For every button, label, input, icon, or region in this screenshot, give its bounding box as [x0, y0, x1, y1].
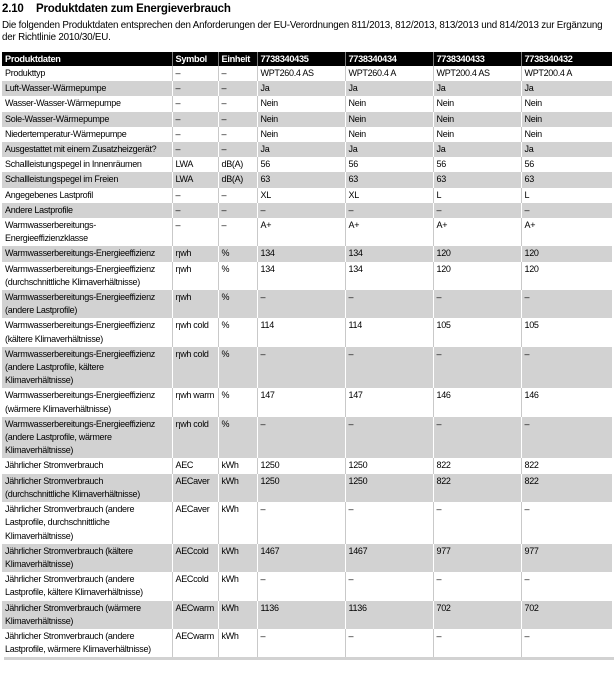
cell-value: 822 — [521, 458, 612, 473]
cell-value: – — [433, 203, 521, 218]
cell-value: 120 — [433, 262, 521, 290]
cell-value: – — [345, 417, 433, 459]
cell-value: WPT200.4 A — [521, 66, 612, 81]
cell-value: WPT260.4 A — [345, 66, 433, 81]
cell-value: – — [257, 347, 345, 389]
cell-value: – — [257, 629, 345, 657]
cell-value: – — [521, 572, 612, 600]
cell-value: – — [345, 290, 433, 318]
cell-value: – — [433, 502, 521, 544]
cell-value: – — [257, 572, 345, 600]
cell-value: Nein — [345, 127, 433, 142]
table-row — [2, 572, 612, 600]
cell-value: – — [433, 290, 521, 318]
cell-value: Nein — [257, 96, 345, 111]
table-row — [2, 172, 612, 187]
cell-symbol: ηwh — [172, 290, 218, 318]
table-row — [2, 203, 612, 218]
column-header-article-4: 7738340432 — [521, 52, 612, 66]
table-row — [2, 474, 612, 502]
cell-value: 56 — [521, 157, 612, 172]
cell-value: 1250 — [257, 474, 345, 502]
table-row — [2, 388, 612, 416]
table-header-row — [2, 52, 612, 66]
cell-value: – — [433, 572, 521, 600]
cell-value: 114 — [345, 318, 433, 346]
cell-label: Niedertemperatur-Wärmepumpe — [2, 127, 172, 142]
cell-value: L — [433, 188, 521, 203]
cell-value: 822 — [433, 458, 521, 473]
table-row — [2, 417, 612, 459]
cell-label: Warmwasserbereitungs-Energieeffizienz (andere Lastprofile, kältere Klimaverhältnisse) — [2, 347, 172, 389]
cell-unit: – — [218, 218, 257, 246]
cell-label: Andere Lastprofile — [2, 203, 172, 218]
cell-value: – — [521, 629, 612, 657]
cell-label: Jährlicher Stromverbrauch (andere Lastprofile, durchschnittliche Klimaverhältnisse) — [2, 502, 172, 544]
cell-value: 146 — [521, 388, 612, 416]
cell-value: – — [345, 572, 433, 600]
cell-symbol: AECaver — [172, 502, 218, 544]
cell-value: – — [345, 347, 433, 389]
cell-value: – — [257, 502, 345, 544]
cell-value: 134 — [345, 246, 433, 261]
cell-value: 134 — [257, 262, 345, 290]
cell-value: Nein — [521, 96, 612, 111]
section-title: Produktdaten zum Energieverbrauch — [36, 3, 231, 15]
cell-value: 120 — [521, 246, 612, 261]
table-row — [2, 347, 612, 389]
cell-label: Warmwasserbereitungs-Energieeffizienz (wärmere Klimaverhältnisse) — [2, 388, 172, 416]
cell-value: Nein — [433, 112, 521, 127]
intro-paragraph — [2, 20, 612, 43]
cell-symbol: AECcold — [172, 572, 218, 600]
cell-unit: % — [218, 347, 257, 389]
table-row — [2, 458, 612, 473]
cell-label: Warmwasserbereitungs-Energieeffizienz (kältere Klimaverhältnisse) — [2, 318, 172, 346]
column-header-produktdaten: Produktdaten — [2, 52, 172, 66]
cell-symbol: – — [172, 66, 218, 81]
cell-label: Jährlicher Stromverbrauch — [2, 458, 172, 473]
cell-value: 702 — [521, 601, 612, 629]
cell-value: 120 — [433, 246, 521, 261]
cell-symbol: ηwh warm — [172, 388, 218, 416]
cell-symbol: LWA — [172, 157, 218, 172]
cell-symbol: ηwh cold — [172, 318, 218, 346]
cell-value: 977 — [521, 544, 612, 572]
cell-value: A+ — [345, 218, 433, 246]
cell-value: Nein — [433, 127, 521, 142]
product-table-body — [2, 66, 612, 657]
table-row — [2, 601, 612, 629]
cell-value: Nein — [521, 127, 612, 142]
cell-unit: – — [218, 142, 257, 157]
cell-value: 105 — [433, 318, 521, 346]
table-row — [2, 218, 612, 246]
cell-value: 146 — [433, 388, 521, 416]
cell-value: 1250 — [345, 458, 433, 473]
cell-value: 977 — [433, 544, 521, 572]
cell-label: Schallleistungspegel in Innenräumen — [2, 157, 172, 172]
cell-value: Ja — [521, 81, 612, 96]
cell-label: Warmwasserbereitungs-Energieeffizienz (durchschnittliche Klimaverhältnisse) — [2, 262, 172, 290]
table-row — [2, 502, 612, 544]
cell-value: – — [257, 417, 345, 459]
cell-unit: kWh — [218, 458, 257, 473]
cell-symbol: AECwarm — [172, 601, 218, 629]
cell-label: Schallleistungspegel im Freien — [2, 172, 172, 187]
cell-value: Ja — [257, 81, 345, 96]
cell-symbol: AEC — [172, 458, 218, 473]
cell-unit: % — [218, 388, 257, 416]
cell-unit: % — [218, 262, 257, 290]
cell-value: Nein — [521, 112, 612, 127]
cell-value: A+ — [521, 218, 612, 246]
cell-label: Jährlicher Stromverbrauch (andere Lastprofile, wärmere Klimaverhältnisse) — [2, 629, 172, 657]
cell-label: Sole-Wasser-Wärmepumpe — [2, 112, 172, 127]
cell-value: 147 — [257, 388, 345, 416]
cell-symbol: – — [172, 218, 218, 246]
cell-value: L — [521, 188, 612, 203]
cell-symbol: – — [172, 112, 218, 127]
cell-value: 134 — [345, 262, 433, 290]
cell-unit: dB(A) — [218, 172, 257, 187]
cell-symbol: – — [172, 188, 218, 203]
cell-unit: – — [218, 112, 257, 127]
cell-unit: – — [218, 66, 257, 81]
cell-symbol: AECwarm — [172, 629, 218, 657]
cell-symbol: – — [172, 142, 218, 157]
column-header-symbol: Symbol — [172, 52, 218, 66]
section-heading — [2, 3, 612, 16]
cell-value: – — [257, 203, 345, 218]
cell-unit: kWh — [218, 601, 257, 629]
cell-symbol: – — [172, 96, 218, 111]
column-header-article-2: 7738340434 — [345, 52, 433, 66]
cell-unit: – — [218, 96, 257, 111]
cell-unit: % — [218, 417, 257, 459]
column-header-article-3: 7738340433 — [433, 52, 521, 66]
column-header-article-1: 7738340435 — [257, 52, 345, 66]
cell-value: 56 — [257, 157, 345, 172]
cell-label: Jährlicher Stromverbrauch (andere Lastprofile, kältere Klimaverhältnisse) — [2, 572, 172, 600]
cell-symbol: ηwh cold — [172, 347, 218, 389]
cell-label: Angegebenes Lastprofil — [2, 188, 172, 203]
cell-value: A+ — [433, 218, 521, 246]
cell-unit: kWh — [218, 572, 257, 600]
cell-value: 147 — [345, 388, 433, 416]
cell-value: – — [345, 629, 433, 657]
cell-value: XL — [257, 188, 345, 203]
cell-label: Warmwasserbereitungs-Energieeffizienz (andere Lastprofile, wärmere Klimaverhältnisse) — [2, 417, 172, 459]
cell-unit: % — [218, 246, 257, 261]
cell-label: Jährlicher Stromverbrauch (kältere Klimaverhältnisse) — [2, 544, 172, 572]
cell-unit: – — [218, 203, 257, 218]
cell-value: – — [521, 290, 612, 318]
cell-value: Nein — [345, 96, 433, 111]
table-row — [2, 246, 612, 261]
cell-value: 1136 — [257, 601, 345, 629]
cell-unit: kWh — [218, 629, 257, 657]
table-row — [2, 318, 612, 346]
product-data-table — [2, 52, 612, 657]
section-number: 2.10 — [2, 3, 24, 15]
cell-symbol: – — [172, 81, 218, 96]
cell-unit: % — [218, 290, 257, 318]
cell-value: Ja — [521, 142, 612, 157]
cell-label: Jährlicher Stromverbrauch (wärmere Klimaverhältnisse) — [2, 601, 172, 629]
cell-value: 120 — [521, 262, 612, 290]
cell-value: 1467 — [257, 544, 345, 572]
cell-symbol: AECaver — [172, 474, 218, 502]
cell-value: Ja — [257, 142, 345, 157]
cell-value: WPT260.4 AS — [257, 66, 345, 81]
cell-symbol: – — [172, 127, 218, 142]
cell-unit: kWh — [218, 502, 257, 544]
table-row — [2, 127, 612, 142]
cell-value: A+ — [257, 218, 345, 246]
cell-symbol: – — [172, 203, 218, 218]
cell-symbol: ηwh — [172, 262, 218, 290]
table-row — [2, 188, 612, 203]
cell-label: Wasser-Wasser-Wärmepumpe — [2, 96, 172, 111]
cell-label: Luft-Wasser-Wärmepumpe — [2, 81, 172, 96]
cell-symbol: ηwh — [172, 246, 218, 261]
cell-value: 63 — [521, 172, 612, 187]
cell-value: 63 — [257, 172, 345, 187]
column-header-einheit: Einheit — [218, 52, 257, 66]
cell-value: Nein — [345, 112, 433, 127]
cell-label: Ausgestattet mit einem Zusatzheizgerät? — [2, 142, 172, 157]
cell-value: 1136 — [345, 601, 433, 629]
cell-value: XL — [345, 188, 433, 203]
cell-value: 1250 — [345, 474, 433, 502]
cell-unit: dB(A) — [218, 157, 257, 172]
cell-value: Ja — [433, 81, 521, 96]
cell-value: Nein — [257, 112, 345, 127]
cell-value: Ja — [345, 142, 433, 157]
cell-value: – — [345, 203, 433, 218]
cell-label: Jährlicher Stromverbrauch (durchschnittliche Klimaverhältnisse) — [2, 474, 172, 502]
cell-value: – — [433, 417, 521, 459]
table-row — [2, 157, 612, 172]
cell-label: Warmwasserbereitungs-Energieeffizienzklasse — [2, 218, 172, 246]
cell-symbol: LWA — [172, 172, 218, 187]
table-row — [2, 629, 612, 657]
cell-unit: kWh — [218, 544, 257, 572]
cell-value: – — [433, 347, 521, 389]
cell-label: Warmwasserbereitungs-Energieeffizienz (andere Lastprofile) — [2, 290, 172, 318]
cell-value: Ja — [433, 142, 521, 157]
table-row — [2, 290, 612, 318]
cell-value: 134 — [257, 246, 345, 261]
cell-value: – — [521, 203, 612, 218]
table-row — [2, 66, 612, 81]
cell-value: 114 — [257, 318, 345, 346]
cell-value: Nein — [257, 127, 345, 142]
table-bottom-strip — [4, 657, 614, 660]
intro-line-1: Die folgenden Produktdaten entsprechen den Anforderungen der EU-Verordnungen 811/2013, 812/2013, 813/2013 und 814/2013 zur Ergänzung — [2, 20, 603, 31]
cell-value: – — [257, 290, 345, 318]
cell-value: Nein — [433, 96, 521, 111]
cell-value: 822 — [433, 474, 521, 502]
cell-value: Ja — [345, 81, 433, 96]
cell-value: – — [345, 502, 433, 544]
intro-line-2: der Richtlinie 2010/30/EU. — [2, 31, 111, 43]
cell-value: – — [521, 502, 612, 544]
cell-unit: – — [218, 188, 257, 203]
cell-unit: kWh — [218, 474, 257, 502]
table-row — [2, 262, 612, 290]
cell-label: Warmwasserbereitungs-Energieeffizienz — [2, 246, 172, 261]
cell-unit: % — [218, 318, 257, 346]
table-row — [2, 81, 612, 96]
cell-value: – — [521, 347, 612, 389]
cell-value: 702 — [433, 601, 521, 629]
cell-symbol: ηwh cold — [172, 417, 218, 459]
cell-label: Produkttyp — [2, 66, 172, 81]
table-row — [2, 142, 612, 157]
table-row — [2, 96, 612, 111]
cell-value: 822 — [521, 474, 612, 502]
cell-value: 63 — [433, 172, 521, 187]
cell-symbol: AECcold — [172, 544, 218, 572]
cell-unit: – — [218, 127, 257, 142]
cell-value: 56 — [345, 157, 433, 172]
cell-value: – — [521, 417, 612, 459]
cell-unit: – — [218, 81, 257, 96]
cell-value: WPT200.4 AS — [433, 66, 521, 81]
cell-value: 1250 — [257, 458, 345, 473]
cell-value: 1467 — [345, 544, 433, 572]
cell-value: 105 — [521, 318, 612, 346]
cell-value: 56 — [433, 157, 521, 172]
cell-value: 63 — [345, 172, 433, 187]
cell-value: – — [433, 629, 521, 657]
table-row — [2, 112, 612, 127]
table-row — [2, 544, 612, 572]
